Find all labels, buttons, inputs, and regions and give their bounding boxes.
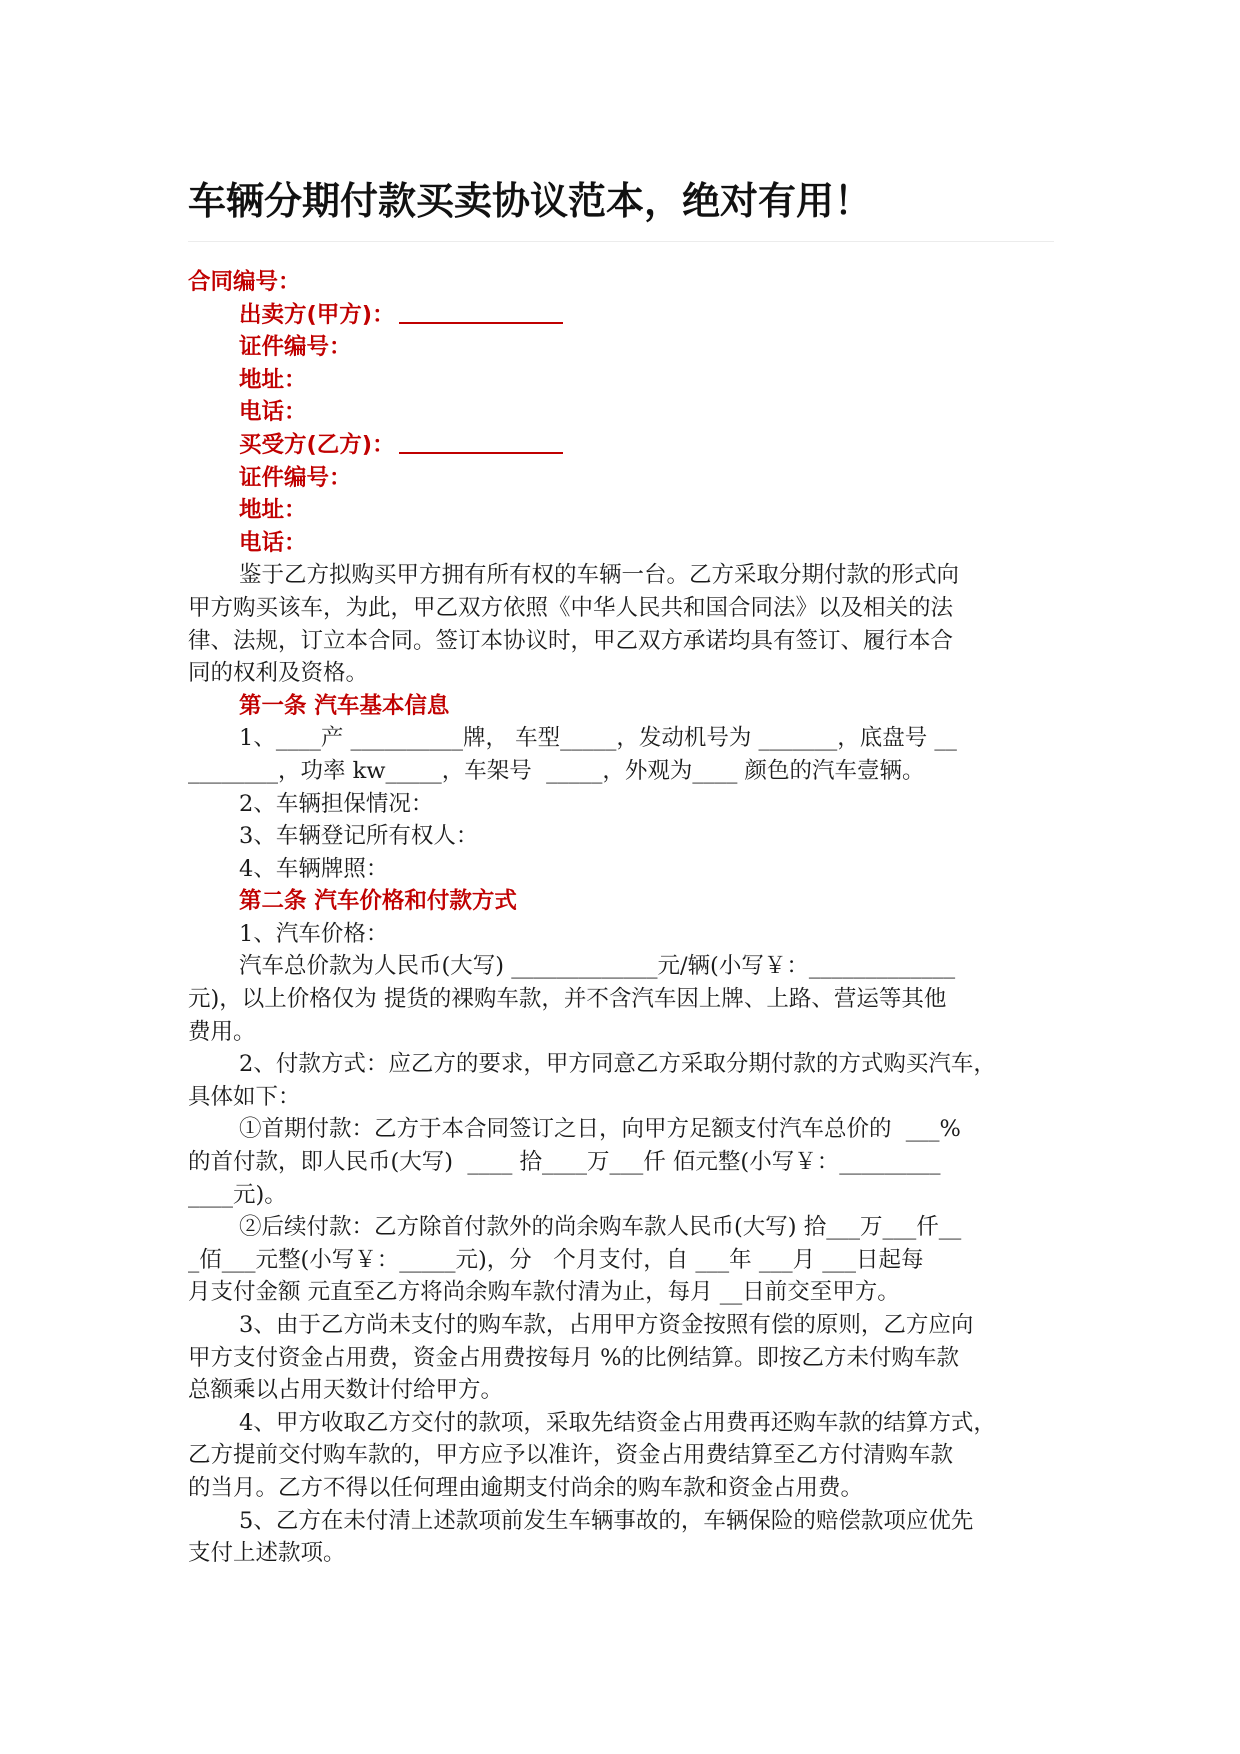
buyer-blank-line [399, 430, 563, 454]
settlement-line: 的当月。乙方不得以任何理由逾期支付尚余的购车款和资金占用费。 [188, 1474, 864, 1501]
vehicle-info-line: 1、____产 __________牌， 车型_____，发动机号为 _______，底盘号 __ [239, 725, 957, 752]
buyer-label: 买受方(乙方)： [239, 431, 395, 458]
installment-line: 月支付金额 元直至乙方将尚余购车款付清为止，每月 __日前交至甲方。 [188, 1279, 900, 1306]
accident-line: 5、乙方在未付清上述款项前发生车辆事故的，车辆保险的赔偿款项应优先 [239, 1507, 974, 1534]
vehicle-plate-line: 4、车辆牌照： [239, 855, 389, 882]
down-payment-line: ①首期付款：乙方于本合同签订之日，向甲方足额支付汽车总价的 ___% [239, 1116, 961, 1143]
seller-phone-label: 电话： [239, 399, 307, 426]
article-1-heading: 第一条 汽车基本信息 [239, 692, 450, 719]
price-line: 汽车总价款为人民币(大写) _____________元/辆(小写￥：_____________ [239, 953, 956, 980]
price-line: 费用。 [188, 1018, 256, 1045]
seller-label: 出卖方(甲方)： [239, 301, 395, 328]
buyer-address-label: 地址： [239, 497, 307, 524]
capital-fee-line: 3、由于乙方尚未支付的购车款，占用甲方资金按照有偿的原则，乙方应向 [239, 1312, 974, 1338]
seller-blank-line [399, 300, 563, 324]
preamble-line: 同的权利及资格。 [188, 660, 369, 687]
preamble-line: 鉴于乙方拟购买甲方拥有所有权的车辆一台。乙方采取分期付款的形式向 [239, 562, 960, 589]
payment-method-line: 2、付款方式：应乙方的要求，甲方同意乙方采取分期付款的方式购买汽车， [239, 1051, 996, 1078]
buyer-phone-label: 电话： [239, 529, 307, 556]
seller-line [188, 299, 1054, 332]
installment-line: _佰___元整(小写￥：_____元)，分 个月支付，自 ___年 ___月 ___日起每 [188, 1246, 924, 1273]
document-title: 车辆分期付款买卖协议范本，绝对有用！ [188, 179, 873, 223]
contract-number-label: 合同编号： [188, 269, 301, 295]
price-line: 元)，以上价格仅为 提货的裸购车款，并不含汽车因上牌、上路、营运等其他 [188, 986, 947, 1013]
installment-line: ②后续付款：乙方除首付款外的尚余购车款人民币(大写) 拾___万___仟__ [239, 1214, 962, 1241]
down-payment-line: 的首付款，即人民币(大写) ____ 拾____万___仟 佰元整(小写￥：_________ [188, 1149, 941, 1176]
capital-fee-line: 甲方支付资金占用费，资金占用费按每月 %的比例结算。即按乙方未付购车款 [188, 1344, 960, 1371]
seller-address-label: 地址： [239, 366, 307, 393]
contract-body [188, 266, 1054, 1570]
buyer-line [188, 429, 1054, 462]
payment-method-line: 具体如下： [188, 1083, 301, 1110]
preamble-line: 律、法规，订立本合同。签订本协议时，甲乙双方承诺均具有签订、履行本合 [188, 627, 954, 654]
seller-id-label: 证件编号： [239, 334, 352, 361]
buyer-id-label: 证件编号： [239, 464, 352, 491]
capital-fee-line: 总额乘以占用天数计付给甲方。 [188, 1377, 504, 1404]
title-divider [188, 241, 1054, 242]
preamble-line: 甲方购买该车，为此，甲乙双方依照《中华人民共和国合同法》以及相关的法 [188, 594, 954, 621]
settlement-line: 4、甲方收取乙方交付的款项，采取先结资金占用费再还购车款的结算方式， [239, 1409, 996, 1436]
price-title: 1、汽车价格： [239, 920, 389, 947]
settlement-line: 乙方提前交付购车款的，甲方应予以准许，资金占用费结算至乙方付清购车款 [188, 1442, 954, 1469]
vehicle-guarantee-line: 2、车辆担保情况： [239, 790, 434, 817]
accident-line: 支付上述款项。 [188, 1540, 346, 1567]
down-payment-line: ____元)。 [188, 1181, 287, 1208]
vehicle-owner-line: 3、车辆登记所有权人： [239, 823, 479, 850]
article-2-heading: 第二条 汽车价格和付款方式 [239, 888, 517, 915]
vehicle-info-line: ________，功率 kw_____，车架号 _____，外观为____ 颜色的汽车壹辆。 [188, 757, 925, 784]
